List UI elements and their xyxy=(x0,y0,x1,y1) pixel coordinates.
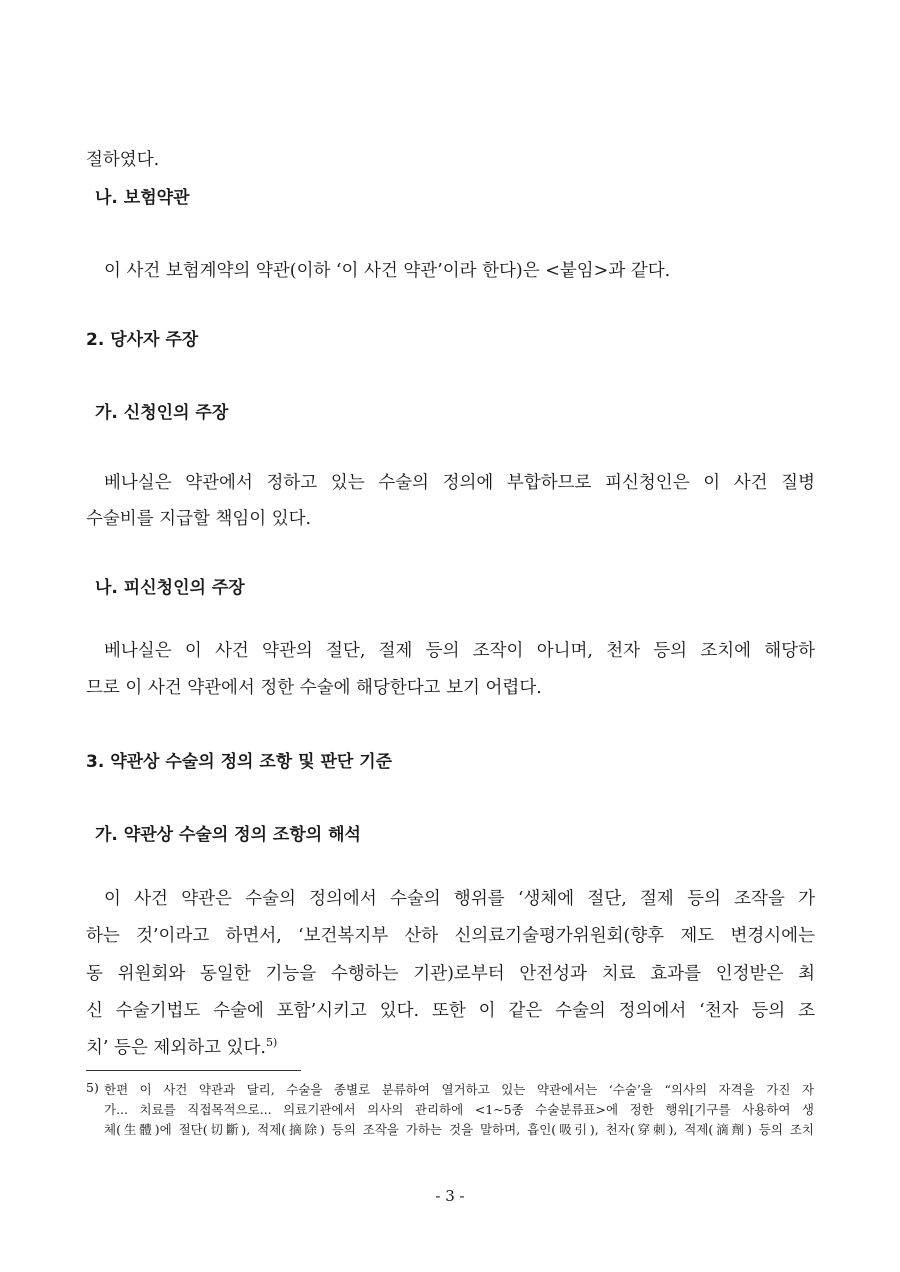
heading-party-claims: 2. 당사자 주장 xyxy=(86,330,199,350)
continuation-text: 절하였다. xyxy=(86,150,160,170)
footnote-divider xyxy=(86,1070,301,1071)
footnote-number: 5) xyxy=(86,1080,99,1095)
interpretation-line: 동 위원회와 동일한 기능을 수행하는 기관)로부터 안전성과 치료 효과를 인정받은 최 xyxy=(86,964,815,984)
footnote-line: 체(生體)에 절단(切斷), 적제(摘除) 등의 조작을 가하는 것을 말하며, 흡인(吸引), 천자(穿刺), 적제(滴劑) 등의 조치 xyxy=(104,1122,814,1137)
heading-definition-interpretation: 가. 약관상 수술의 정의 조항의 해석 xyxy=(95,825,361,845)
applicant-claim-line: 베나실은 약관에서 정하고 있는 수술의 정의에 부합하므로 피신청인은 이 사건 질병 xyxy=(104,473,815,493)
interpretation-line: 이 사건 약관은 수술의 정의에서 수술의 행위를 ‘생체에 절단, 절제 등의 조작을 가 xyxy=(104,889,815,909)
heading-respondent-claim: 나. 피신청인의 주장 xyxy=(95,578,245,598)
respondent-claim-line: 므로 이 사건 약관에서 정한 수술에 해당한다고 보기 어렵다. xyxy=(86,678,542,698)
interpretation-line: 신 수술기법도 수술에 포함’시키고 있다. 또한 이 같은 수술의 정의에서 ‘천자 등의 조 xyxy=(86,1001,815,1021)
page-number: - 3 - xyxy=(435,1187,465,1205)
heading-surgery-definition: 3. 약관상 수술의 정의 조항 및 판단 기준 xyxy=(86,752,393,772)
respondent-claim-line: 베나실은 이 사건 약관의 절단, 절제 등의 조작이 아니며, 천자 등의 조치에 해당하 xyxy=(104,641,815,661)
interpretation-line: 하는 것’이라고 하면서, ‘보건복지부 산하 신의료기술평가위원회(향후 제도 변경시에는 xyxy=(86,926,815,946)
applicant-claim-line: 수술비를 지급할 책임이 있다. xyxy=(86,509,312,529)
interpretation-text: 치’ 등은 제외하고 있다. xyxy=(86,1038,266,1058)
heading-applicant-claim: 가. 신청인의 주장 xyxy=(95,403,229,423)
footnote-reference[interactable]: 5) xyxy=(265,1036,278,1050)
heading-insurance-terms: 나. 보험약관 xyxy=(95,188,190,208)
interpretation-line-last xyxy=(86,1034,277,1059)
footnote-line: 한편 이 사건 약관과 달리, 수술을 종별로 분류하여 열거하고 있는 약관에서는 ‘수술’을 “의사의 자격을 가진 자 xyxy=(104,1082,814,1097)
paragraph-insurance-terms: 이 사건 보험계약의 약관(이하 ‘이 사건 약관’이라 한다)은 <붙임>과 같다. xyxy=(104,261,671,281)
footnote-line: 가... 치료를 직접목적으로... 의료기관에서 의사의 관리하에 <1~5종 수술분류표>에 정한 행위[기구를 사용하여 생 xyxy=(104,1102,814,1117)
